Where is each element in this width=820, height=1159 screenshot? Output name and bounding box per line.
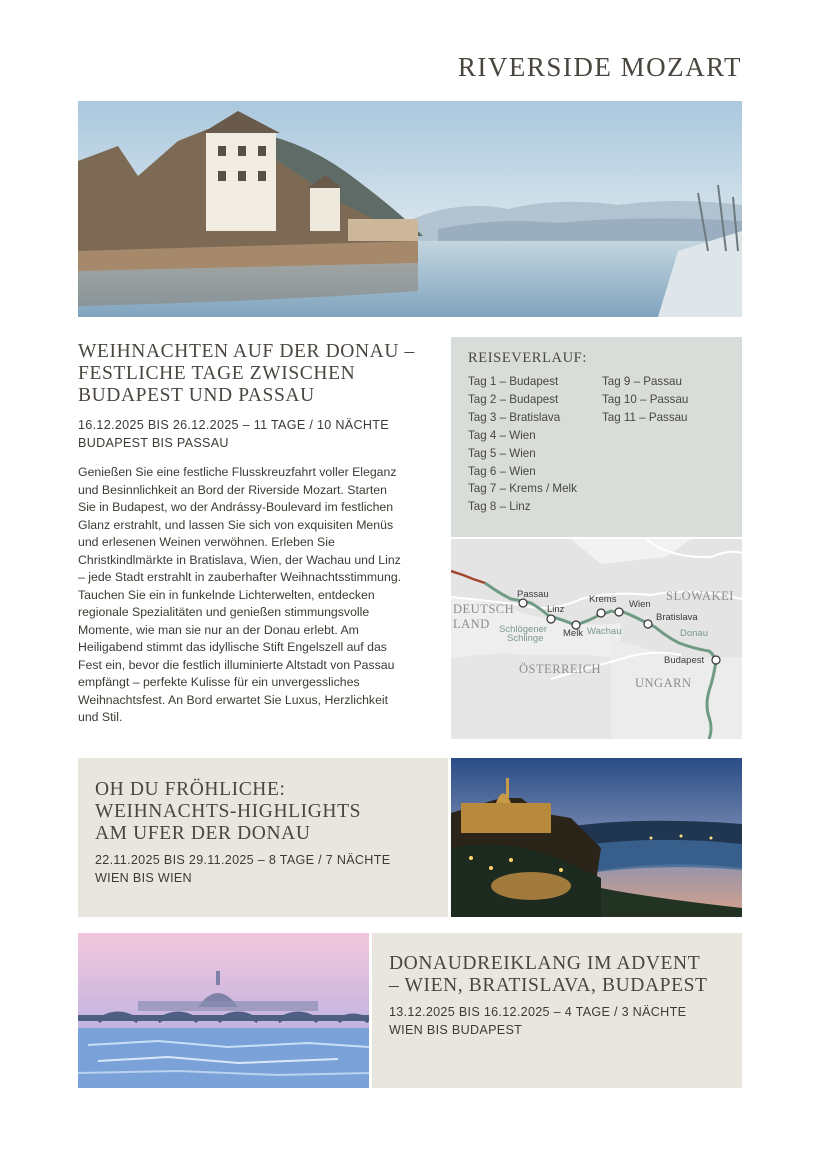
hero-photo [78,101,742,317]
itinerary-day: Tag 7 – Krems / Melk [468,482,577,496]
itinerary-day: Tag 11 – Passau [602,410,688,424]
map-marker-bratislava [644,620,652,628]
map-marker-budapest [712,656,720,664]
map-marker-krems [597,609,605,617]
map-country-hungary: UNGARN [635,676,692,690]
cruise-2-image [451,758,742,917]
main-cruise-title: WEIHNACHTEN AUF DER DONAU – FESTLICHE TAGE ZWISCHEN BUDAPEST UND PASSAU [78,341,415,406]
cruise-3-title-line: – WIEN, BRATISLAVA, BUDAPEST [389,975,708,996]
itinerary-day: Tag 9 – Passau [602,375,682,388]
map-city-melk: Melk [563,628,584,639]
hero-image [78,101,742,317]
map-region-wachau: Wachau [587,626,622,637]
main-cruise-route: BUDAPEST BIS PASSAU [78,436,229,450]
map-city-budapest: Budapest [664,655,705,666]
map-country-germany-1: DEUTSCH [453,602,515,616]
itinerary-day: Tag 1 – Budapest [468,375,559,388]
map-country-slovakia: SLOWAKEI [666,589,734,603]
cruise-2-dates: 22.11.2025 BIS 29.11.2025 – 8 TAGE / 7 NÄCHTE [95,853,391,867]
map-country-germany-2: LAND [453,617,490,631]
itinerary-column-2 [602,373,688,427]
itinerary-day: Tag 10 – Passau [602,392,689,406]
cruise-3-meta [389,1003,729,1039]
cruise-2-meta [95,851,435,887]
main-cruise-dates: 16.12.2025 BIS 26.12.2025 – 11 TAGE / 10 NÄCHTE [78,418,389,432]
route-map [451,539,742,739]
itinerary-box [451,337,742,537]
budapest-castle-photo [451,758,742,917]
map-city-krems: Krems [589,594,617,605]
map-river-label: Donau [680,628,708,639]
map-country-austria: ÖSTERREICH [519,662,602,676]
itinerary-day: Tag 6 – Wien [468,464,536,478]
cruise-3-image [78,933,369,1088]
cruise-card-donaudreiklang[interactable] [372,933,742,1088]
cruise-3-route: WIEN BIS BUDAPEST [389,1023,523,1037]
cruise-2-title [95,779,435,845]
map-region-schloegener-2: Schlinge [507,633,544,644]
budapest-parliament-photo [78,933,369,1088]
cruise-3-dates: 13.12.2025 BIS 16.12.2025 – 4 TAGE / 3 NÄCHTE [389,1005,687,1019]
map-city-passau: Passau [517,589,549,600]
cruise-2-title-line: AM UFER DER DONAU [95,823,311,844]
itinerary-title: REISEVERLAUF: [468,350,587,366]
cruise-2-title-line: WEIHNACHTS-HIGHLIGHTS [95,801,362,822]
main-cruise-description: Genießen Sie eine festliche Flusskreuzfahrt voller Eleganz und Besinnlichkeit an Bord der Riverside Mozart. Starten Sie in Budapest, wo der Andrássy-Boulevard im festlichen Glanz erstrahlt, und lassen Sie sich von exquisiten Menüs und erlesenen Weinen verwöhnen. Erleben Sie Christkindlmärkte in Bratislava, Wien, der Wachau und Linz – jede Stadt erstrahlt in zauberhafter Weihnachtsstimmung. Tauchen Sie ein in funkelnde Lichterwelten, entdecken regionale Spezialitäten und genießen stimmungsvolle Momente, wie man sie nur an der Donau erlebt. Am Heiligabend stimmt das idyllische Stift Engelszell auf das Fest ein, bevor die festlich illuminierte Altstadt von Passau empfängt – perfekte Kulisse für ein unvergessliches Weihnachtsfest. An Bord erwartet Sie Luxus, Herzlichkeit und Stil. [78,465,402,724]
brand-title: RIVERSIDE MOZART [457,52,742,82]
map-marker-passau [519,599,527,607]
cruise-2-title-line: OH DU FRÖHLICHE: [95,779,286,800]
cruise-2-route: WIEN BIS WIEN [95,871,192,885]
itinerary-day: Tag 2 – Budapest [468,392,559,406]
cruise-3-title-line: DONAUDREIKLANG IM ADVENT [389,953,701,974]
map-city-wien: Wien [629,599,651,610]
itinerary-day: Tag 4 – Wien [468,428,536,442]
cruise-card-oh-du-froehliche[interactable] [78,758,448,917]
map-marker-wien [615,608,623,616]
itinerary-column-1 [468,373,577,516]
route-map-svg [451,539,742,739]
main-cruise-meta [78,416,438,452]
map-region-schloegener-1: Schlögener [499,624,548,635]
map-city-bratislava: Bratislava [656,612,698,623]
itinerary-day: Tag 3 – Bratislava [468,410,561,424]
cruise-3-title [389,953,729,997]
map-marker-linz [547,615,555,623]
itinerary-day: Tag 5 – Wien [468,446,536,460]
map-city-linz: Linz [547,604,565,615]
itinerary-day: Tag 8 – Linz [468,500,531,514]
